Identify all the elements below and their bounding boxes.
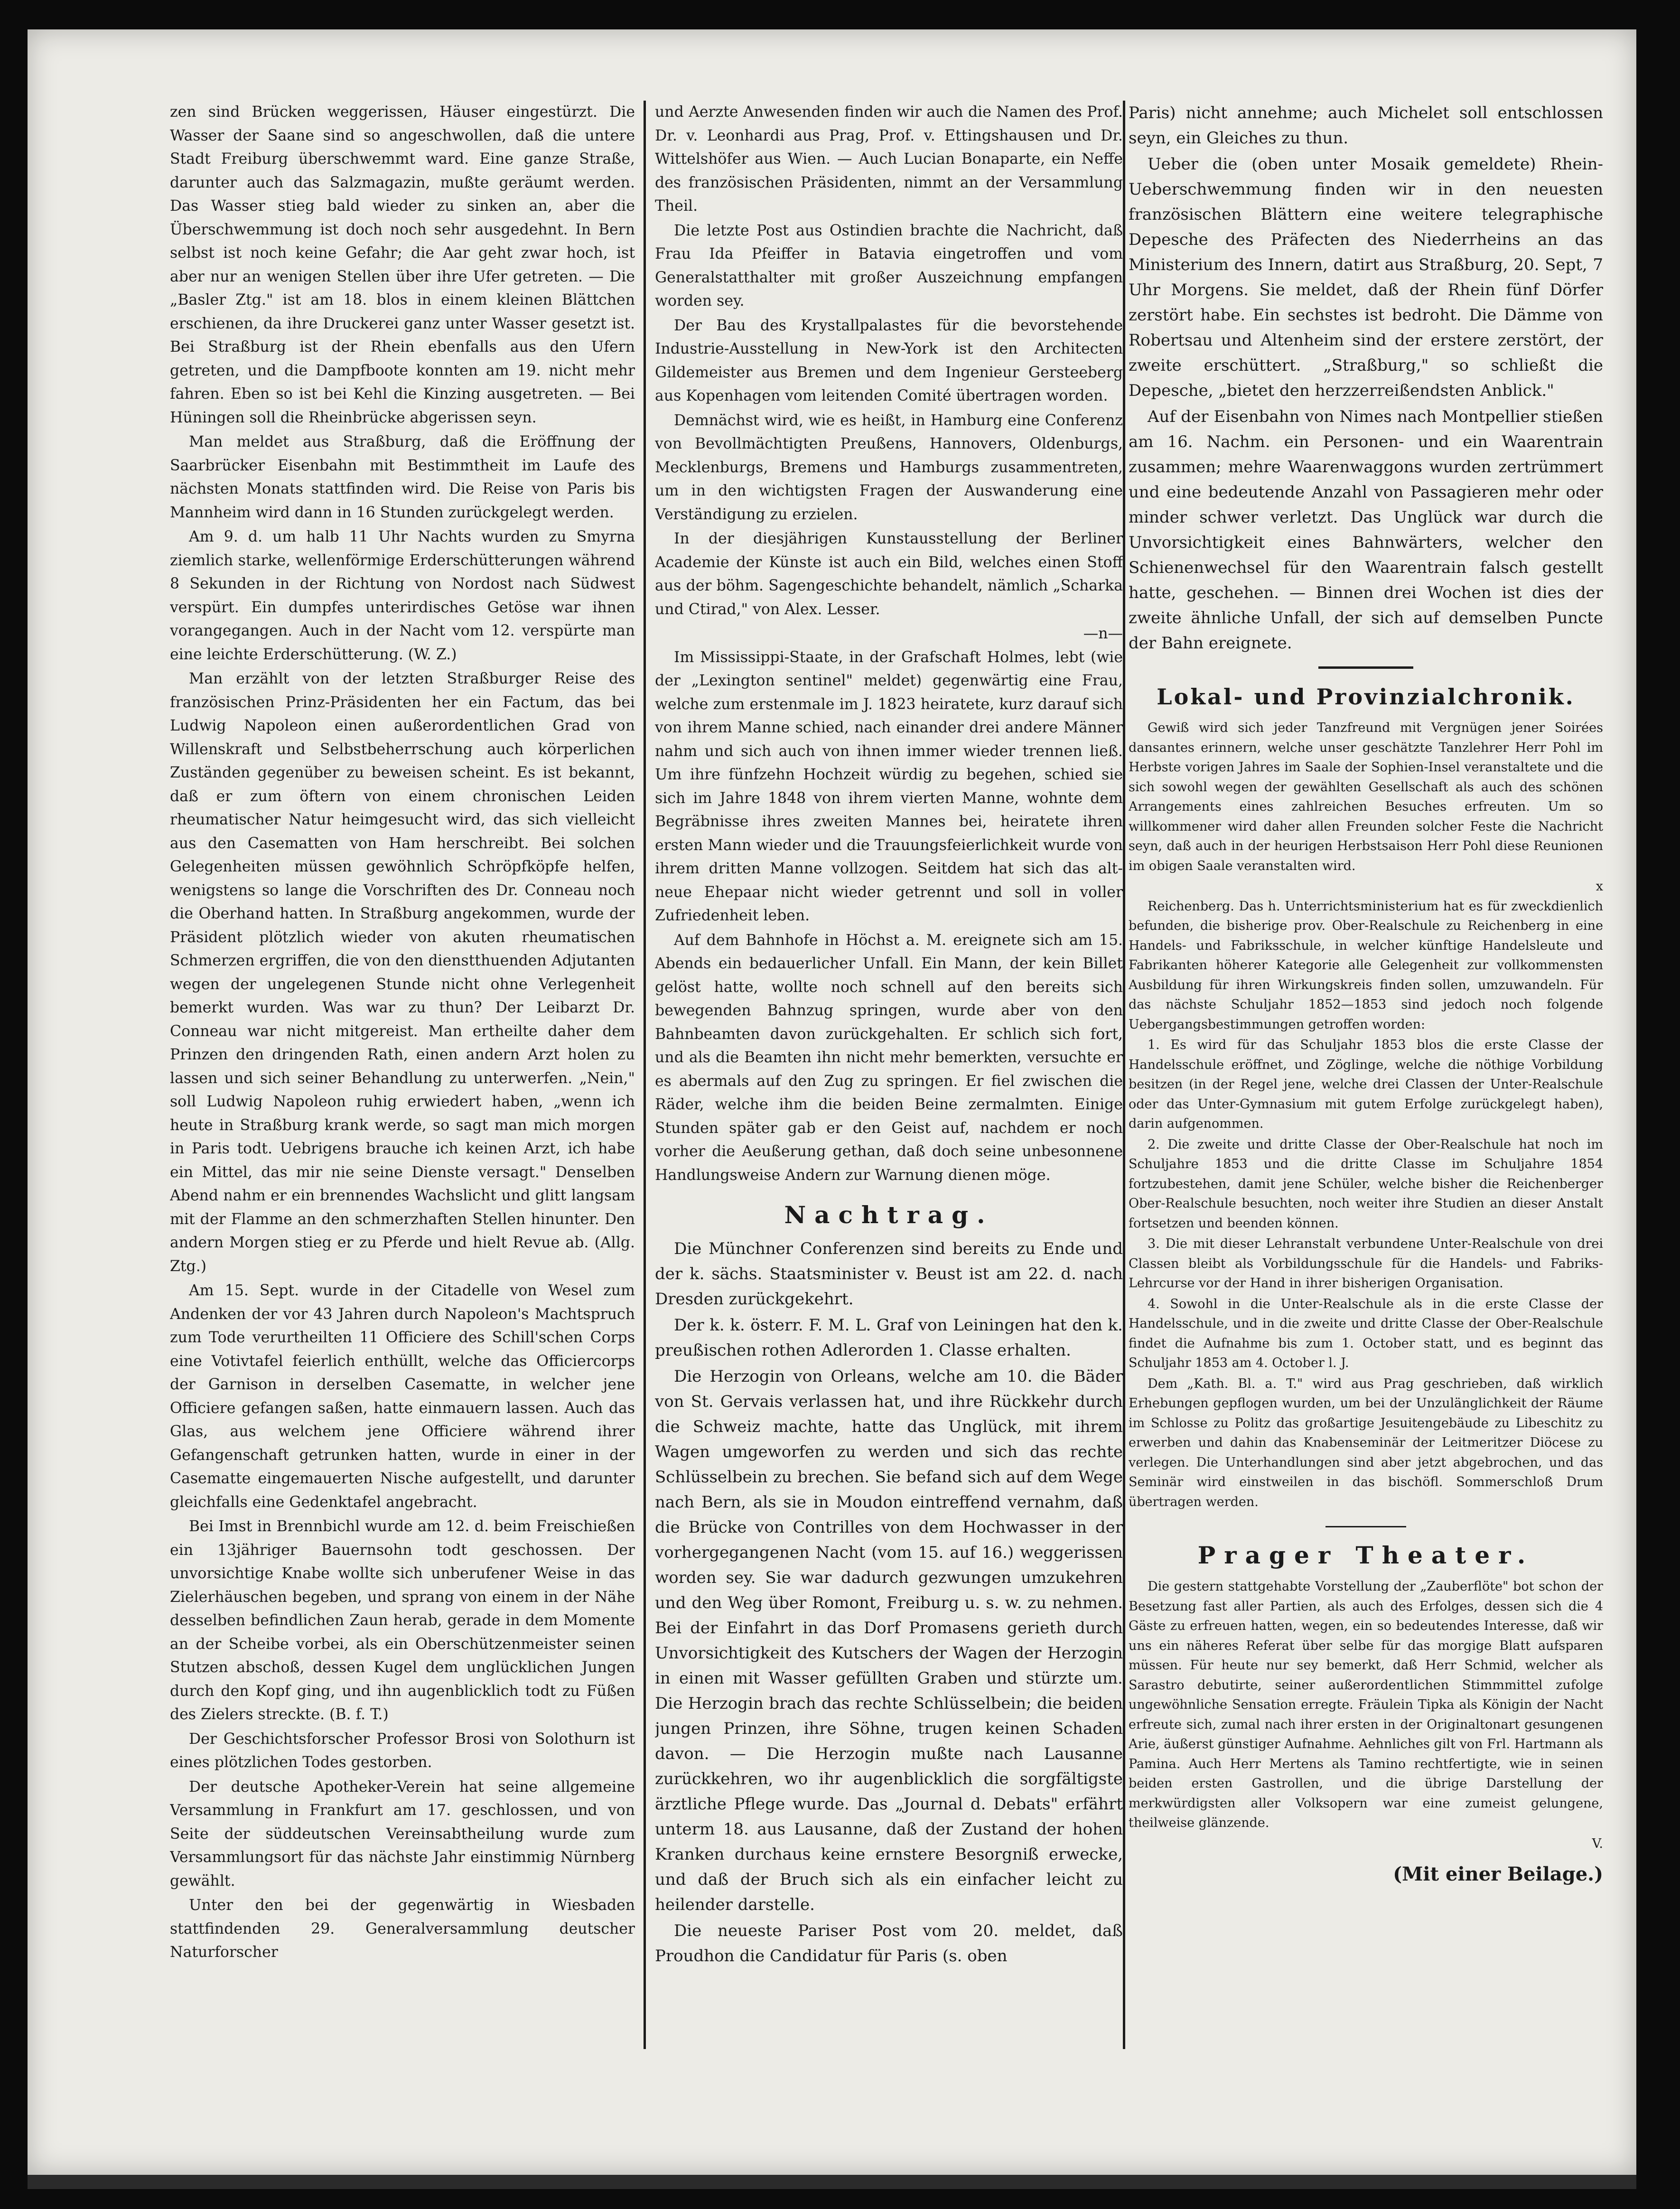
page-edge-shadow — [28, 2175, 1636, 2189]
right-top-body — [1129, 101, 1603, 656]
article-proudhon-cont: Paris) nicht annehme; auch Michelet soll entschlossen seyn, ein Gleiches zu thun. — [1129, 103, 1603, 148]
theater-body — [1129, 1577, 1603, 1853]
article-wesel-tablet: Am 15. Sept. wurde in der Citadelle von Wesel zum Andenken der vor 43 Jahren durch Napoleon's Machtspruch zum Tode verurtheilten 11 Officiere des Schill'schen Corps eine Votivtafel feierlich enthüllt, welche das Officiercorps der Garnison in derselben Casematte, in welcher jene Officiere gefangen saßen, hatte einmauern lassen. Auch das Glas, aus welchem jene Officiere während ihrer Gefangenschaft getrunken hatten, wurde in einer in der Casematte eingemauerten Nische aufgestellt, und darunter gleichfalls eine Gedenktafel angebracht. — [170, 1282, 635, 1511]
column-left — [170, 101, 635, 1966]
column-divider — [1123, 101, 1125, 2049]
article-seminary-politz: Dem „Kath. Bl. a. T." wird aus Prag geschrieben, daß wirklich Erhebungen gepflogen wurden, um bei der Unzulänglichkeit der Räume im Schlosse zu Politz das großartige Jesuitengebäude zu Libeschitz zu erwerben und dahin das Knabenseminär der Leitmeritzer Diöcese zu verlegen. Die Unterhandlungen sind aber jetzt abgebrochen, und das Seminär wird einstweilen in das bischöfl. Sommerschloß Drum übertragen werden. — [1129, 1376, 1603, 1509]
school-provision-3: 3. Die mit dieser Lehranstalt verbundene Unter-Realschule von drei Classen bleibt als Vorbildungsschule für die Handels- und Fabriks-Lehrcurse vor der Hand in ihrer bisherigen Organisation. — [1129, 1236, 1603, 1291]
article-signature: x — [1596, 879, 1603, 894]
article-smyrna-earthquake: Am 9. d. um halb 11 Uhr Nachts wurden zu Smyrna ziemlich starke, wellenförmige Erderschütterungen während 8 Sekunden in der Richtung von Nordost nach Südwest verspürt. Ein dumpfes unterirdisches Getöse war ihnen vorangegangen. Auch in der Nacht vom 12. verspürte man eine leichte Erderschütterung. (W. Z.) — [170, 528, 635, 663]
supplement-note: (Mit einer Beilage.) — [1393, 1863, 1603, 1885]
section-heading-nachtrag: Nachtrag. — [784, 1201, 994, 1229]
article-naturforscher: Unter den bei der gegenwärtig in Wiesbaden stattfindenden 29. Generalversammlung deutscher Naturforscher — [170, 1897, 635, 1961]
column-middle — [655, 101, 1123, 1970]
article-apotheker-verein: Der deutsche Apotheker-Verein hat seine allgemeine Versammlung in Frankfurt am 17. geschlossen, und von Seite der süddeutschen Vereinsabtheilung wurde zum Versammlungsort für das nächste Jahr einstimmig Nürnberg gewählt. — [170, 1778, 635, 1890]
article-munich-conferences: Die Münchner Conferenzen sind bereits zu Ende und der k. sächs. Staatsminister v. Beust ist am 22. d. nach Dresden zurückgekehrt. — [655, 1239, 1123, 1309]
section-divider — [1325, 1526, 1406, 1527]
article-louis-napoleon: Man erzählt von der letzten Straßburger Reise des französischen Prinz-Präsidenten her ein Factum, das bei Ludwig Napoleon einen außerordentlichen Grad von Willenskraft und Selbstbeherrschung auch körperlichen Zuständen gegenüber zu beweisen scheint. Es ist bekannt, daß er zum öftern von einem chronischen Leiden rheumatischer Natur heimgesucht wird, das sich vielleicht aus den Casematten von Ham herschreibt. Bei solchen Gelegenheiten müssen gewöhnlich Schröpfköpfe helfen, wenigstens so lange die Vorschriften des Dr. Conneau noch die Oberhand hatten. In Straßburg angekommen, wurde der Präsident plötzlich wieder von akuten rheumatischen Schmerzen ergriffen, die von den dienstthuenden Adjutanten wegen der ungelegenen Stunde nicht ohne Verlegenheit bemerkt wurden. Was war zu thun? Der Leibarzt Dr. Conneau war nicht mitgereist. Man ertheilte daher dem Prinzen den dringenden Rath, einen andern Arzt holen zu lassen und sich seiner Behandlung zu unterwerfen. „Nein," soll Ludwig Napoleon ruhig erwiedert haben, „wenn ich heute in Straßburg krank werde, so sagt man mich morgen in Paris todt. Uebrigens brauche ich keinen Arzt, ich habe ein Mittel, das mir nie seine Dienste versagt." Denselben Abend nahm er ein brennendes Wachslicht und glitt langsam mit der Flamme an den schmerzhaften Stellen hinunter. Den andern Morgen stieg er zu Pferde und hielt Revue ab. (Allg. Ztg.) — [170, 670, 635, 1275]
column-right — [1129, 101, 1603, 1889]
column-divider — [644, 101, 646, 2049]
article-signature: V. — [1592, 1836, 1603, 1851]
section-divider — [1318, 666, 1413, 669]
article-hamburg-conference: Demnächst wird, wie es heißt, in Hamburg eine Conferenz von Bevollmächtigten Preußens, Hannovers, Oldenburgs, Mecklenburgs, Bremens und Hamburgs zusammentreten, um in den wichtigsten Fragen der Auswanderung eine Verständigung zu erzielen. — [655, 412, 1123, 523]
article-zauberfloete-review: Die gestern stattgehabte Vorstellung der „Zauberflöte" bot schon der Besetzung fast aller Partien, als auch des Erfolges, dessen sich die 4 Gäste zu erfreuen hatten, wegen, ein so bedeutendes Interesse, daß wir uns ein näheres Referat über selbe für das morgige Blatt aufsparen müssen. Für heute nur sey bemerkt, daß Herr Schmid, welcher als Sarastro debutirte, seiner außerordentlichen Stimmmittel zufolge ungewöhnliche Sensation erregte. Fräulein Tipka als Königin der Nacht erfreute sich, zumal nach ihrer ersten in der Originaltonart gesungenen Arie, äußerst günstiger Aufnahme. Aehnliches gilt von Frl. Hartmann als Pamina. Auch Herr Mertens als Tamino rechtfertigte, wie in seinen beiden ersten Gastrollen, und die übrige Darstellung der merkwürdigsten aller Volksopern war eine zumeist gelungene, theilweise glänzende. — [1129, 1579, 1603, 1830]
article-saarbruecken-railway: Man meldet aus Straßburg, daß die Eröffnung der Saarbrücker Eisenbahn mit Bestimmtheit im Laufe des nächsten Monats stattfinden wird. Die Reise von Paris bis Mannheim wird dann in 16 Stunden zurückgelegt werden. — [170, 433, 635, 521]
article-orleans-accident: Die Herzogin von Orleans, welche am 10. die Bäder von St. Gervais verlassen hat, und ihre Rückkehr durch die Schweiz machte, hatte das Unglück, mit ihrem Wagen umgeworfen zu werden und sich das rechte Schlüsselbein zu brechen. Sie befand sich auf dem Wege nach Bern, als sie in Moudon eintreffend vernahm, daß die Brücke von Contrilles von dem Hochwasser in der vorhergegangenen Nacht (vom 15. auf 16.) weggerissen worden sey. Sie war dadurch gezwungen umzukehren und den Weg über Romont, Freiburg u. s. w. zu nehmen. Bei der Einfahrt in das Dorf Promasens gerieth durch Unvorsichtigkeit des Kutschers der Wagen der Herzogin in einen mit Wasser gefüllten Graben und stürzte um. Die Herzogin brach das rechte Schlüsselbein; die beiden jungen Prinzen, ihre Söhne, trugen keinen Schaden davon. — Die Herzogin mußte nach Lausanne zurückkehren, wo ihr augenblicklich die sorgfältigste ärztliche Pflege wurde. Das „Journal d. Debats" erfährt unterm 18. aus Lausanne, daß der Zustand der hohen Kranken durchaus keine ernstere Besorgniß erwecke, und daß der Bruch sich als ein einfacher leicht zu heilender darstelle. — [655, 1367, 1123, 1914]
nachtrag-body — [655, 1236, 1123, 1969]
article-proudhon: Die neueste Pariser Post vom 20. meldet, daß Proudhon die Candidatur für Paris (s. oben — [655, 1921, 1123, 1966]
article-leiningen-order: Der k. k. österr. F. M. L. Graf von Leiningen hat den k. preußischen rothen Adlerorden 1. Classe erhalten. — [655, 1316, 1123, 1360]
lokalchronik-body — [1129, 718, 1603, 1512]
article-hoechst-accident: Auf dem Bahnhofe in Höchst a. M. ereignete sich am 15. Abends ein bedauerlicher Unfall. Ein Mann, der kein Billet gelöst hatte, wollte noch schnell auf den bereits sich bewegenden Bahnzug springen, wurde aber von den Bahnbeamten davon zurückgehalten. Er schlich sich fort, und als die Beamten ihn nicht mehr bemerkten, versuchte er es abermals auf den Zug zu springen. Er fiel zwischen die Räder, welche ihm die beiden Beine zermalmten. Einige Stunden später gab er den Geist auf, nachdem er noch vorher die Aeußerung gethan, daß doch seine unbesonnene Handlungsweise Andern zur Warnung dienen möge. — [655, 931, 1123, 1184]
article-brosi-death: Der Geschichtsforscher Professor Brosi von Solothurn ist eines plötzlichen Todes gestorben. — [170, 1730, 635, 1771]
section-heading-theater: Prager Theater. — [1197, 1541, 1534, 1569]
article-berlin-exhibition: In der diesjährigen Kunstausstellung der Berliner Academie der Künste ist auch ein Bild, welches einen Stoff aus der böhm. Sagengeschichte behandelt, nämlich „Scharka und Ctirad," von Alex. Lesser. — [655, 530, 1123, 618]
article-reichenberg-school: Reichenberg. Das h. Unterrichtsministerium hat es für zweckdienlich befunden, die bisherige prov. Ober-Realschule zu Reichenberg in eine Handels- und Fabriksschule, in welcher künftige Handelsleute und Fabrikanten höherer Kategorie alle Gelegenheit zur vollkommensten Ausbildung für ihren Wirkungskreis finden sollen, umzuwandeln. Für das nächste Schuljahr 1852—1853 sind jedoch noch folgende Uebergangsbestimmungen getroffen worden: — [1129, 899, 1603, 1032]
article-naturforscher-cont: und Aerzte Anwesenden finden wir auch die Namen des Prof. Dr. v. Leonhardi aus Prag, Prof. v. Ettingshausen und Dr. Wittelshöfer aus Wien. — Auch Lucian Bonaparte, ein Neffe des französischen Präsidenten, nimmt an der Versammlung Theil. — [655, 103, 1123, 215]
article-nimes-collision: Auf der Eisenbahn von Nimes nach Montpellier stießen am 16. Nachm. ein Personen- und ein Waarentrain zusammen; mehre Waarenwaggons wurden zertrümmert und eine bedeutende Anzahl von Passagieren mehr oder minder schwer verletzt. Das Unglück war durch die Unvorsichtigkeit eines Bahnwärters, welcher den Schienenwechsel für den Waarentrain falsch gestellt hatte, geschehen. — Binnen drei Wochen ist dies der zweite ähnliche Unfall, der sich auf demselben Puncte der Bahn ereignete. — [1129, 407, 1603, 653]
article-rhine-flood: Ueber die (oben unter Mosaik gemeldete) Rhein-Ueberschwemmung finden wir in den neuesten französischen Blättern eine weitere telegraphische Depesche des Präfecten des Niederrheins an das Ministerium des Innern, datirt aus Straßburg, 20. Sept, 7 Uhr Morgens. Sie meldet, daß der Rhein fünf Dörfer zerstört habe. Ein sechstes ist bedroht. Die Dämme von Robertsau und Altenheim sind der erstere zerstört, der zweite erschüttert. „Straßburg," so schließt die Depesche, „bietet den herzzerreißendsten Anblick." — [1129, 155, 1603, 400]
article-flood-switzerland: zen sind Brücken weggerissen, Häuser eingestürzt. Die Wasser der Saane sind so angeschwollen, daß die untere Stadt Freiburg überschwemmt ward. Eine ganze Straße, darunter auch das Salzmagazin, mußte geräumt werden. Das Wasser stieg bald wieder zu sinken an, aber die Überschwemmung ist doch noch sehr ausgedehnt. In Bern selbst ist noch keine Gefahr; die Aar geht zwar hoch, ist aber nur an wenigen Stellen über ihre Ufer getreten. — Die „Basler Ztg." ist am 18. blos in einem kleinen Blättchen erschienen, da ihre Druckerei ganz unter Wasser gesetzt ist. Bei Straßburg ist der Rhein ebenfalls aus den Ufern getreten, und die Dampfboote konnten am 19. nicht mehr fahren. Eben so ist bei Kehl die Kinzing ausgetreten. — Bei Hüningen soll die Rheinbrücke abgerissen seyn. — [170, 103, 635, 426]
article-crystal-palace: Der Bau des Krystallpalastes für die bevorstehende Industrie-Ausstellung in New-York ist den Architecten Gildemeister aus Bremen und dem Ingenieur Gersteeberg aus Kopenhagen vom leitenden Comité übertragen worden. — [655, 317, 1123, 404]
school-provision-2: 2. Die zweite und dritte Classe der Ober-Realschule hat noch im Schuljahre 1853 und die dritte Classe im Schuljahre 1854 fortzubestehen, damit jene Schüler, welche bisher die Reichenberger Ober-Realschule besuchten, noch weiter ihre Studien an dieser Anstalt fortsetzen und beenden können. — [1129, 1137, 1603, 1231]
school-provision-1: 1. Es wird für das Schuljahr 1853 blos die erste Classe der Handelsschule eröffnet, und Zöglinge, welche die nöthige Vorbildung besitzen (in der Regel jene, welche drei Classen der Unter-Realschule oder das Unter-Gymnasium mit gutem Erfolge zurückgelegt haben), darin aufgenommen. — [1129, 1038, 1603, 1131]
section-heading-lokalchronik: Lokal- und Provinzialchronik. — [1157, 684, 1575, 710]
article-ida-pfeiffer: Die letzte Post aus Ostindien brachte die Nachricht, daß Frau Ida Pfeiffer in Batavia eingetroffen und vom Generalstatthalter mit großer Auszeichnung empfangen worden sey. — [655, 222, 1123, 309]
school-provision-4: 4. Sowohl in die Unter-Realschule als in die erste Classe der Handelsschule, und in die zweite und dritte Classe der Ober-Realschule findet die Aufnahme bis zum 1. October statt, und es beginnt das Schuljahr 1853 am 4. October l. J. — [1129, 1296, 1603, 1370]
article-mississippi-wife: Im Mississippi-Staate, in der Grafschaft Holmes, lebt (wie der „Lexington sentinel" meldet) gegenwärtig eine Frau, welche zum erstenmale im J. 1823 heiratete, kurz darauf sich von ihrem Manne schied, nach einander drei andere Männer nahm und sich auch von ihnen immer wieder trennen ließ. Um ihre fünfzehn Hochzeit würdig zu begehen, schied sie sich im Jahre 1848 von ihrem vierten Manne, wohnte dem Begräbnisse ihres zweiten Mannes bei, heiratete ihren ersten Mann wieder und die Trauungsfeierlichkeit wurde von ihrem dritten Manne vollzogen. Seitdem hat sich das alt-neue Ehepaar nicht wieder getrennt und soll in voller Zufriedenheit leben. — [655, 648, 1123, 924]
article-imst-shooting: Bei Imst in Brennbichl wurde am 12. d. beim Freischießen ein 13jähriger Bauernsohn todt geschossen. Der unvorsichtige Knabe wollte sich unberufener Weise in das Zielerhäuschen begeben, und sprang von einem in der Nähe desselben befindlichen Zaun herab, gerade in dem Momente an der Scheibe vorbei, als ein Oberschützenmeister seinen Stutzen abschoß, dessen Kugel dem unglücklichen Jungen durch den Kopf ging, und ihn augenblicklich todt zu Füßen des Zielers streckte. (B. f. T.) — [170, 1518, 635, 1723]
newspaper-page — [28, 29, 1636, 2175]
article-signature: —n— — [1083, 625, 1123, 642]
article-dance-soirees: Gewiß wird sich jeder Tanzfreund mit Vergnügen jener Soirées dansantes erinnern, welche unser geschätzte Tanzlehrer Herr Pohl im Herbste vorigen Jahres im Saale der Sophien-Insel veranstaltete und die sich sowohl wegen der gewählten Gesellschaft als auch des schönen Arrangements eines zahlreichen Besuches erfreuten. Um so willkommener wird daher allen Freunden solcher Feste die Nachricht seyn, daß auch in der heurigen Herbstsaison Herr Pohl diese Reunionen im obigen Saale veranstalten wird. — [1129, 721, 1603, 873]
